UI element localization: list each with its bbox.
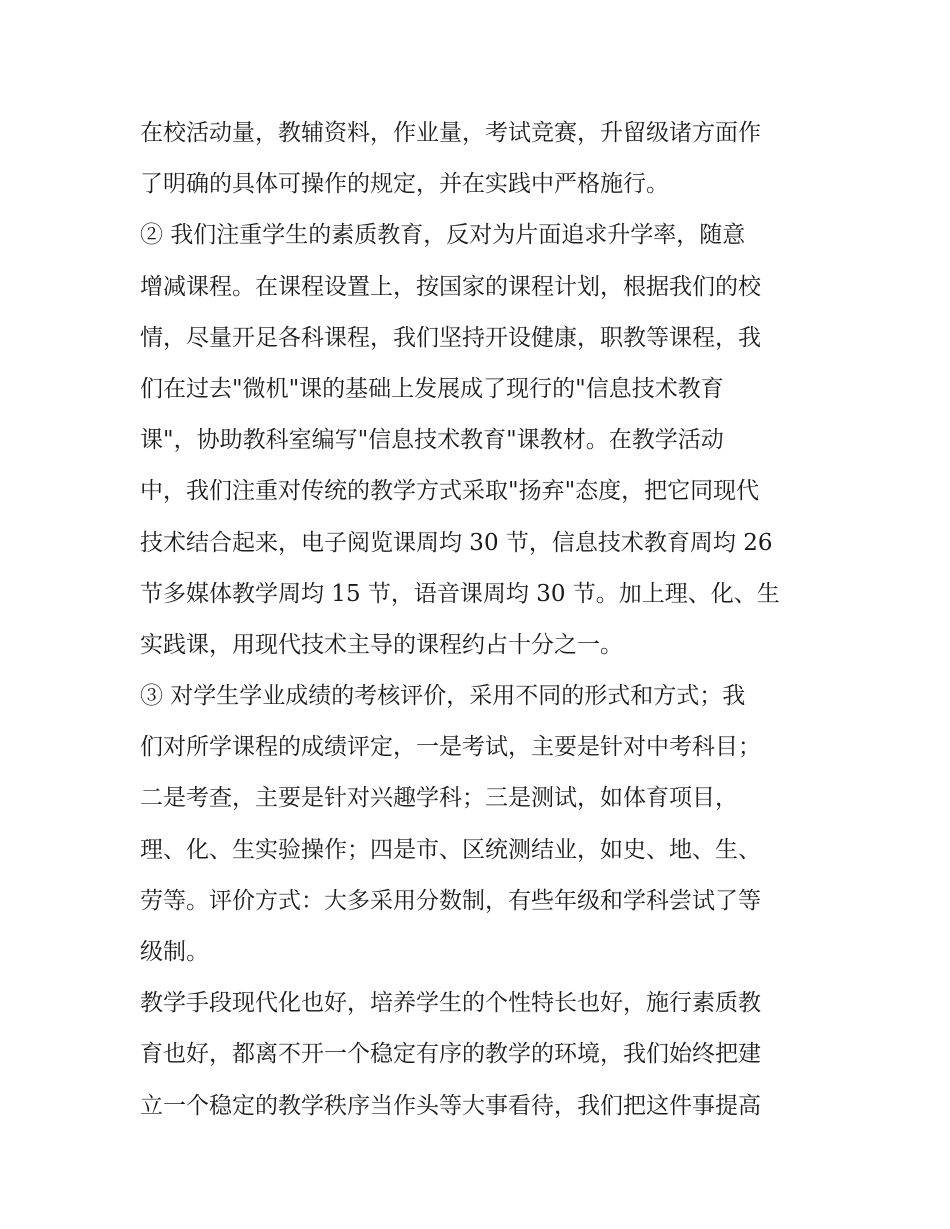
text-line: 育也好，都离不开一个稳定有序的教学的环境，我们始终把建 [140,1041,761,1068]
text-line: 中，我们注重对传统的教学方式采取"扬弃"态度，把它同现代 [140,478,760,505]
text-line: 在校活动量，教辅资料，作业量，考试竞赛，升留级诸方面作 [140,120,761,146]
text-line: 理、化、生实验操作；四是市、区统测结业，如史、地、生、 [140,836,761,863]
text-line: ② 我们注重学生的素质教育，反对为片面追求升学率，随意 [140,222,746,249]
text-line: 节多媒体教学周均 15 节，语音课周均 30 节。加上理、化、生 [140,580,780,607]
text-line: 增减课程。在课程设置上，按国家的课程计划，根据我们的校 [140,273,761,300]
text-line: 了明确的具体可操作的规定，并在实践中严格施行。 [140,171,669,198]
text-line: 技术结合起来，电子阅览课周均 30 节，信息技术教育周均 26 [140,529,773,556]
text-line: 们对所学课程的成绩评定，一是考试，主要是针对中考科目； [140,734,761,761]
text-line: 们在过去"微机"课的基础上发展成了现行的"信息技术教育 [140,375,724,402]
text-line: 情，尽量开足各科课程，我们坚持开设健康，职教等课程，我 [140,324,761,351]
text-line: 二是考查，主要是针对兴趣学科；三是测试，如体育项目， [140,785,738,812]
text-line: 级制。 [140,939,209,965]
text-line: ③ 对学生学业成绩的考核评价，采用不同的形式和方式；我 [140,683,746,710]
text-line: 立一个稳定的教学秩序当作头等大事看待，我们把这件事提高 [140,1092,761,1119]
text-line: 劳等。评价方式：大多采用分数制，有些年级和学科尝试了等 [140,887,761,914]
text-line: 教学手段现代化也好，培养学生的个性特长也好，施行素质教 [140,990,761,1017]
text-line: 课"，协助教科室编写"信息技术教育"课教材。在教学活动 [140,427,724,454]
body-text [140,108,820,1132]
text-line: 实践课，用现代技术主导的课程约占十分之一。 [140,631,623,658]
